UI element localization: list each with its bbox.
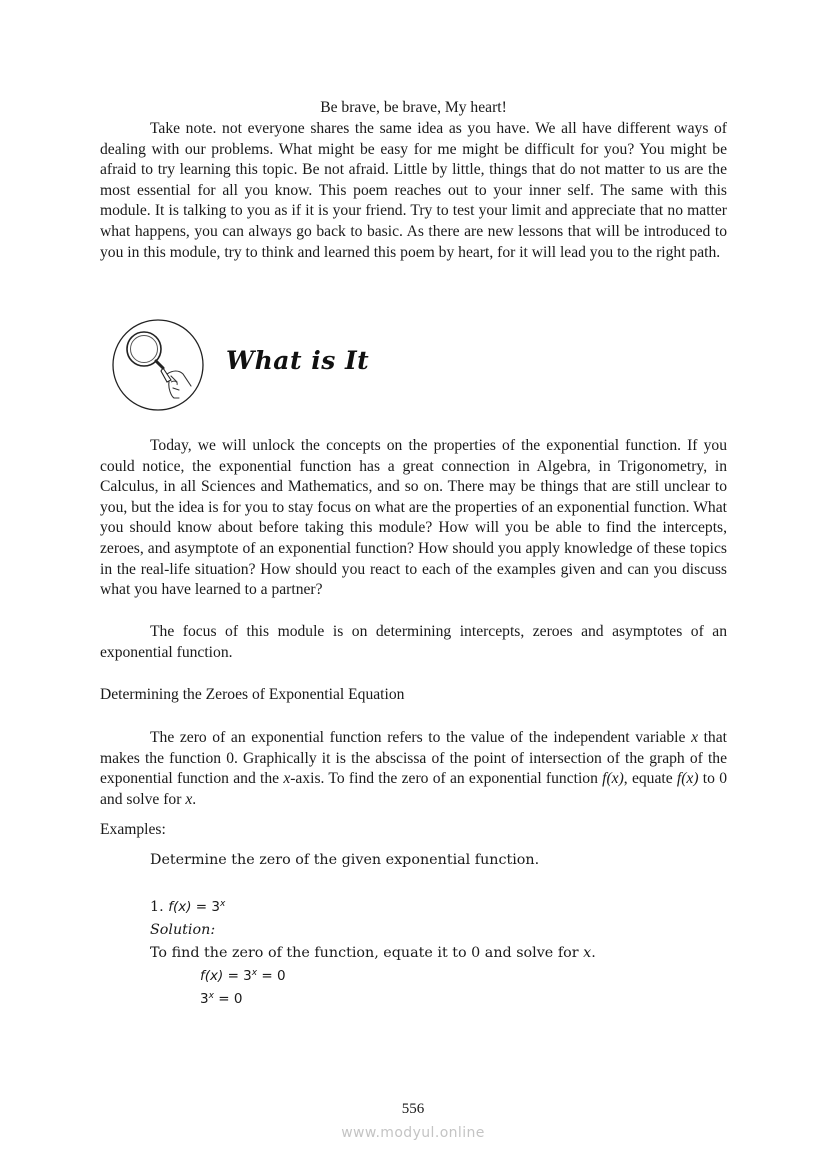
example-instruction: Determine the zero of the given exponential function. (150, 852, 540, 868)
solution-label: Solution: (150, 922, 216, 938)
page-number: 556 (401, 1101, 425, 1117)
example-number: 1. (150, 899, 164, 915)
solution-instruction (150, 942, 710, 965)
function-fx: f(x) (602, 770, 624, 788)
text-span: . (192, 790, 197, 808)
section-header-what-is-it (111, 318, 471, 413)
equals-base: = 3 (223, 968, 252, 984)
function-fx: f(x) (676, 770, 699, 788)
base-3: 3 (200, 991, 209, 1007)
text-span: To find the zero of the function, equate it to 0 and solve for (150, 945, 584, 961)
function-expression (168, 899, 225, 915)
solution-step-2 (150, 988, 710, 1011)
text-span: , equate (623, 770, 677, 788)
equals-zero: = 0 (257, 968, 286, 984)
exponent-x: x (251, 968, 258, 978)
subheading-determining-zeroes: Determining the Zeroes of Exponential Equation (100, 686, 405, 703)
variable-x: x (283, 770, 291, 788)
text-span: . (591, 945, 596, 961)
exponent-x: x (208, 991, 214, 1001)
magnifying-glass-in-hand-icon (111, 318, 207, 412)
variable-x: x (583, 945, 592, 961)
zero-definition-paragraph (100, 728, 727, 810)
text-span: that makes the function 0. Graphically it is the abscissa of the point of intersection of the graph of the exponential function and the (100, 729, 727, 788)
example-1 (150, 896, 710, 1011)
exponent-x: x (219, 899, 226, 909)
example-1-function (150, 896, 710, 919)
watermark-url: www.modyul.online (341, 1125, 485, 1141)
variable-x: x (185, 790, 193, 808)
equals-zero: = 0 (213, 991, 243, 1007)
equals-base: = 3 (191, 899, 220, 915)
text-span: -axis. To find the zero of an exponential function (290, 770, 603, 788)
today-paragraph: Today, we will unlock the concepts on the properties of the exponential function. If you could notice, the exponential function has a great connection in Algebra, in Trigonometry, in Calculus, in all Sciences and Mathematics, and so on. There may be things that are still unclear to you, but the idea is for you to stay focus on what are the properties of an exponential function. What you should know about before taking this module? How will you be able to find the intercepts, zeroes, and asymptote of an exponential function? How should you apply knowledge of these topics in the real-life situation? How should you react to each of the examples given and can you discuss what you have learned to a partner? (100, 437, 727, 599)
text-span: The zero of an exponential function refers to the value of the independent variable (150, 729, 692, 746)
section-title: What is It (226, 346, 370, 375)
text-span: to 0 and solve for (100, 770, 727, 808)
function-fx: f(x) (200, 968, 224, 984)
examples-label: Examples: (100, 821, 166, 838)
variable-x: x (691, 729, 698, 746)
poem-line: Be brave, be brave, My heart! (320, 99, 507, 116)
focus-paragraph: The focus of this module is on determining intercepts, zeroes and asymptotes of an exponential function. (100, 623, 727, 661)
intro-paragraph: Take note. not everyone shares the same idea as you have. We all have different ways of dealing with our problems. What might be easy for me might be difficult for you? You might be afraid to try learning this topic. Be not afraid. Little by little, things that do not matter to us are the most essential for all you know. This poem reaches out to your inner self. The same with this module. It is talking to you as if it is your friend. Try to test your limit and appreciate that no matter what happens, you can always go back to basic. As there are new lessons that will be introduced to you in this module, try to think and learned this poem by heart, for it will lead you to the right path. (100, 120, 727, 261)
function-fx: f(x) (168, 899, 192, 915)
solution-step-1 (150, 965, 710, 988)
